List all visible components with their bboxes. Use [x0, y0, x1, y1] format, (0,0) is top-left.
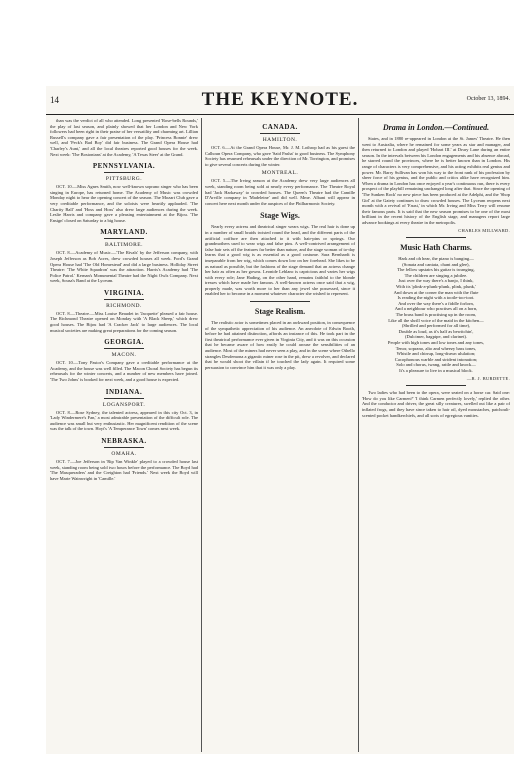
- section-heading: CANADA.: [205, 123, 355, 134]
- author-signature: CHARLES MILLWARD.: [458, 227, 510, 233]
- divider: [406, 385, 466, 386]
- poem-line: With its 'plink-a-plunk-plunk, plink, plunk,': [396, 284, 476, 290]
- article-text: than was the verdict of all who attended. Long presented 'Rose-bells Rounds,' the play of last season, and plainly showed that her London and New York followers had been right in their praise of her versatility and charming art. Lillian Russell's company gave a fair presentation of the play. 'Princess Bonnie' drew well, and 'Peck's Bad Boy' did fair business. The Grand Opera House had 'Charley's Aunt,' and all the local theatres reported good houses for the week. Next week: 'The Bostonians' at the Academy, 'A Texas Steer' at the Grand.: [50, 118, 198, 157]
- article-text: OCT. 8.—Rose Sydney, the talented actress, appeared in this city Oct. 3, in 'Lady Windermere's Fan,' a most admirable presentation of the difficult role. The audience was small but very enthusiastic. Her magnificent rendition of the scene was the talk of the town. Hoyt's 'A Temperance Town' comes next week.: [50, 409, 198, 432]
- issue-date: October 13, 1894.: [466, 96, 510, 102]
- city-heading: MACON.: [111, 352, 137, 359]
- poem-line: Tenor, soprano, alto and wheezy bass tones,: [395, 345, 477, 351]
- poem-line: The brass band is practising up in the room,: [395, 312, 477, 318]
- city-heading: BALTIMORE.: [105, 242, 143, 249]
- poem-signature: —R. J. BURDETTE.: [466, 375, 510, 381]
- article-text: OCT. 8.—Theatre.—Miss Louise Beaudet in 'Jacquette' pleased a fair house. The Richmond Theatre opened on Monday with 'A Black Sheep,' which drew good houses. The Bijou had 'A Cracker Jack' to large audiences. The local musical societies are making great preparations for the coming season.: [50, 310, 198, 333]
- article-text: OCT. 5.—The Irving season at the Academy drew very large audiences all week, standing room being sold at nearly every performance. The Theatre Royal had 'Jack Harkaway' to crowded houses. The Queen's Theatre had the Camille D'Arville company in 'Madeleine' and did well. Mme. Albani will appear in concert here next month under the auspices of the Philharmonic Society.: [205, 178, 355, 206]
- poem-line: The children are singing a jubilee.: [404, 272, 468, 278]
- article-text: OCT. 10.—Miss Agnes Smith, now well-known soprano singer who has been singing in Europe, has returned home. The Academy of Music was crowded Monday night to hear the opening concert of the season. The Mozart Club gave a very creditable performance, and the soloists were heartily applauded. 'The Charity Ball' and 'Hoss and Hoss' also drew large audiences during the week. Leslie Harris and company gave a pleasing entertainment at the Bijou. 'The Ensign' closed on Saturday to a big house.: [50, 184, 198, 223]
- newspaper-title: THE KEYNOTE.: [201, 89, 359, 110]
- column-1: [50, 118, 198, 752]
- poem-line: Just over the way there's a banjo, I think,: [398, 278, 474, 284]
- section-heading: INDIANA.: [50, 388, 198, 399]
- section-heading: MARYLAND.: [50, 228, 198, 239]
- article-heading: Drama in London.—Continued.: [382, 123, 490, 132]
- poem-line: Cacophonous warble and strident intonation;: [394, 356, 478, 362]
- column-rule: [358, 118, 359, 752]
- article-text: Two ladies who had been to the opera, were seated on a horse car. Said one: 'How do you like Carmen?' 'I think Carmen perfectly lovely,' replied the other. And the conductor and driver, the great silly creatures, swelled out like a pair of inflated frogs, and they have since taken to hair oil, dyed moustaches, patchouli-scented pocket handkerchiefs, and all sorts of egregious vanities.: [362, 390, 510, 418]
- page-number: 14: [50, 95, 59, 105]
- divider: [250, 301, 310, 302]
- article-heading: Music Hath Charms.: [400, 243, 472, 253]
- column-3: [362, 118, 510, 752]
- city-heading: LOGANSPORT.: [102, 401, 146, 408]
- article-text: OCT. 10.—Tony Pastor's Company gave a creditable performance at the Academy, and the house was well filled. The Macon Choral Society has begun its rehearsals for the winter concerts, and a number of new members have joined. 'The Two Johns' is booked for next week, and a good house is expected.: [50, 360, 198, 383]
- divider: [406, 237, 466, 238]
- article-text: States, and in 1880 re-appeared in London at the St. James' Theatre. He then went to Australia, where he remained for some years as star and manager, and then returned to London and played 'Hobart III.' at Drury Lane during an entire season. In the intervals between his London engagements and his absence abroad, he starred round the provinces, where he is better known than in London. His range of characters is very comprehensive, and his acting exhibits real genius and power. Mr. Barry Sullivan has won his way to the front rank of his profession by sheer force of his genius, and the public and critics alike have recognized him. When a drama in London has once enjoyed a year's continuous run, there is every prospect of the playbill remaining unchanged long after that. Since the opening of 'The Sunken Rock' no new piece has been produced at the Adelphi, and the 'Shop Girl' at the Gaiety continues to draw crowded houses. The Lyceum reopens next month with a revival of 'Faust,' in which Mr. Irving and Miss Terry will resume their famous parts. It is said that the new season promises to be one of the most brilliant in the recent history of the English stage, and managers report large advance bookings at every theatre in the metropolis.: [362, 136, 510, 225]
- poem-line: Is reading the night with a tootle-too-toot.: [397, 295, 475, 301]
- poem-line: The fellow upstairs his guitar is twanging,: [397, 267, 475, 273]
- poem-line: (Sonata and cantata, chant and glee),: [402, 261, 470, 267]
- section-heading: VIRGINIA.: [50, 289, 198, 300]
- article-text: The realistic actor is sometimes placed in an awkward position, in consequence of the sympathetic appreciation of his audience. An anecdote of Edwin Booth, before he had attained distinction, affords an instance of this. He took part in the first theatrical performance ever given in Virginia City, and it was on this occasion that he became aware of how easily he could arouse the sensibilities of an audience. Most of the miners had never seen a play, and in the scene where Othello strangles Desdemona a gigantic miner rose in the pit, drew a revolver, and declared that he would shoot the villain if he touched the lady again. It required some persuasion to convince him that it was only a play.: [205, 320, 355, 370]
- poem-line: Solo and chorus, twang, rattle and knock—: [396, 362, 476, 368]
- article-heading: Stage Realism.: [254, 307, 306, 317]
- poem-line: (Shrilled and performed for all time),: [401, 323, 471, 329]
- city-heading: HAMILTON.: [262, 137, 298, 143]
- article-text: Nearly every actress and theatrical singer wears wigs. The real hair is done up in a number of small braids twisted round the head, and the different parts of the artificial coiffure are then attached to it with hair-pins or springs. Our grandmothers used to wear wigs and false pins. A well-contrived arrangement of false hair sets off the features far better than nature, and the stage woman of to-day learns that a good wig is as essential as a good costume. Sara Bernhardt is inseparable from her wig, which comes down low on her forehead. She likes to be as natural as possible, but the fashions of the stage demand that an actress change her hair as often as her gowns. Leonide Leblanc is capricious and varies her wigs with every role; Jane Hading, on the other hand, remains faithful to the blonde tresses which have made her famous. A well-known actress once said that a wig, properly made, was worth more to her than any jewel she possessed, since it enabled her to become in a moment whatever character she wished to represent.: [205, 224, 355, 297]
- section-heading: PENNSYLVANIA.: [50, 162, 198, 173]
- poem-line: And a neighbour who practises all on a horn,: [394, 306, 478, 312]
- column-rule: [201, 118, 202, 752]
- article-text: OCT. 6.—At the Grand Opera House, Mr. J. M. Lothrop had as his guest the Calhoun Opera Company, who gave 'Said Pasha' to good business. The Symphony Society has resumed rehearsals under the direction of Mr. Torrington, and promises to give several concerts during the winter.: [205, 145, 355, 167]
- masthead: [46, 86, 514, 115]
- column-2: [205, 118, 355, 752]
- poem-line: (Dulcimer, bagpipe, and clarinet).: [404, 334, 468, 340]
- poem-line: Double as loud, as it's half as bewitchin',: [398, 328, 474, 334]
- city-heading: OMAHA.: [111, 451, 137, 457]
- article-text: OCT. 8.—Academy of Music.—'The Rivals' by the Jefferson company, with Joseph Jefferson as Bob Acres, drew crowded houses all week. Ford's Grand Opera House had 'The Old Homestead' and did a large business. Holliday Street Theatre: 'The White Squadron' was the attraction. Harris's Academy had 'The Police Patrol.' Kernan's Monumental Theatre had the Night Owls Company. Next week, Sousa's Band at the Lyceum.: [50, 250, 198, 284]
- city-heading: MONTREAL.: [261, 170, 299, 177]
- newspaper-page: [46, 86, 514, 754]
- poem-line: People with high tones and low tones and any tones,: [387, 340, 485, 345]
- poem-line: Like all the shrill voice of the maid in the kitchen—: [388, 317, 484, 323]
- section-heading: NEBRASKA.: [50, 437, 198, 448]
- poem-line: Whistle and chirrup, long-drawn ululation;: [396, 351, 476, 357]
- poem-line: It's a pleasure to live in a musical block.: [399, 367, 473, 373]
- poem-line: And over the way there's a fiddle forlorn,: [398, 300, 474, 306]
- poem-line: Hark and oh hear, the piano is banging—: [398, 256, 474, 262]
- city-heading: RICHMOND.: [106, 302, 142, 309]
- article-text: OCT. 7.—Joe Jefferson in 'Rip Van Winkle' played to a crowded house last week, standing room being sold two hours before the performance. The Boyd had 'The Masqueraders' and the Creighton had 'Friends.' Next week the Boyd will have Marie Wainwright in 'Camille.': [50, 459, 198, 481]
- poem: [362, 256, 510, 373]
- section-heading: GEORGIA.: [50, 338, 198, 349]
- city-heading: PITTSBURG.: [105, 176, 143, 183]
- poem-line: And down at the corner the man with the flute: [393, 289, 479, 295]
- article-heading: Stage Wigs.: [260, 211, 300, 221]
